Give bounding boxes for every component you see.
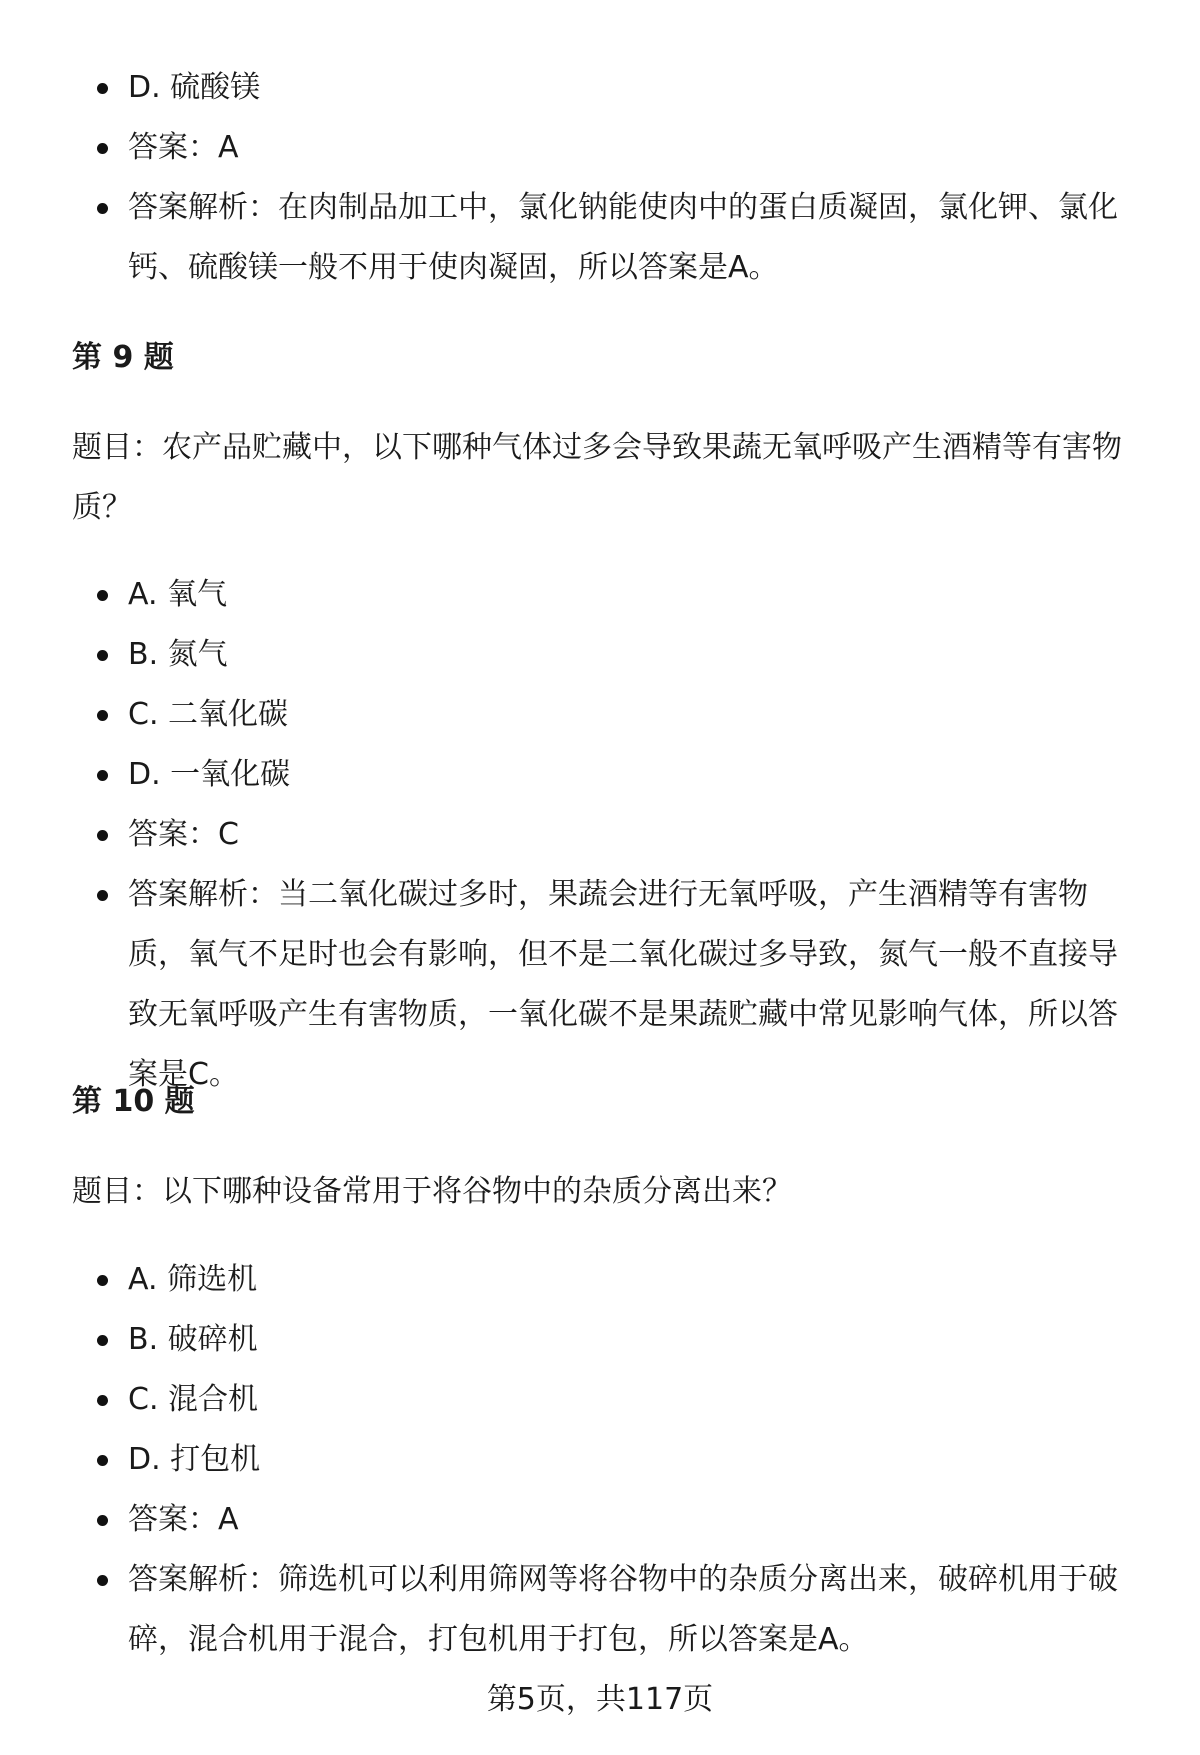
list-item bbox=[0, 565, 1200, 625]
bullet-icon bbox=[97, 203, 108, 214]
option-b: B. 破碎机 bbox=[128, 1322, 258, 1357]
list-item bbox=[0, 1310, 1200, 1370]
list-item bbox=[0, 1550, 1200, 1670]
list-item bbox=[0, 685, 1200, 745]
option-b: B. 氮气 bbox=[128, 637, 228, 672]
list-item bbox=[0, 178, 1200, 298]
option-c: C. 混合机 bbox=[128, 1382, 259, 1417]
option-d: D. 硫酸镁 bbox=[128, 70, 261, 105]
option-a: A. 氧气 bbox=[128, 577, 228, 612]
answer: 答案：A bbox=[128, 1502, 239, 1537]
bullet-icon bbox=[97, 590, 108, 601]
question-text-10: 题目：以下哪种设备常用于将谷物中的杂质分离出来？ bbox=[72, 1174, 792, 1209]
answer: 答案：A bbox=[128, 130, 239, 165]
list-item bbox=[0, 805, 1200, 865]
bullet-icon bbox=[97, 650, 108, 661]
bullet-icon bbox=[97, 770, 108, 781]
list-item bbox=[0, 1370, 1200, 1430]
list-item bbox=[0, 625, 1200, 685]
list-item bbox=[0, 745, 1200, 805]
list-item bbox=[0, 58, 1200, 118]
list-item bbox=[0, 1430, 1200, 1490]
bullet-icon bbox=[97, 1575, 108, 1586]
option-d: D. 打包机 bbox=[128, 1442, 261, 1477]
answer-explanation: 答案解析：筛选机可以利用筛网等将谷物中的杂质分离出来，破碎机用于破碎，混合机用于混合，打包机用于打包，所以答案是A。 bbox=[128, 1562, 1118, 1657]
bullet-icon bbox=[97, 1395, 108, 1406]
bullet-icon bbox=[97, 143, 108, 154]
list-item bbox=[0, 1250, 1200, 1310]
option-c: C. 二氧化碳 bbox=[128, 697, 289, 732]
list-item bbox=[0, 1490, 1200, 1550]
question-text-9: 题目：农产品贮藏中，以下哪种气体过多会导致果蔬无氧呼吸产生酒精等有害物质？ bbox=[72, 430, 1122, 525]
question-heading-10: 第 10 题 bbox=[72, 1084, 195, 1119]
bullet-icon bbox=[97, 710, 108, 721]
answer: 答案：C bbox=[128, 817, 239, 852]
answer-explanation: 答案解析：在肉制品加工中，氯化钠能使肉中的蛋白质凝固，氯化钾、氯化钙、硫酸镁一般不用于使肉凝固，所以答案是A。 bbox=[128, 190, 1118, 285]
list-item bbox=[0, 118, 1200, 178]
q8-options-list bbox=[0, 58, 1200, 298]
bullet-icon bbox=[97, 830, 108, 841]
bullet-icon bbox=[97, 890, 108, 901]
bullet-icon bbox=[97, 1335, 108, 1346]
option-a: A. 筛选机 bbox=[128, 1262, 258, 1297]
q10-options-list bbox=[0, 1250, 1200, 1670]
q9-options-list bbox=[0, 565, 1200, 1105]
list-item bbox=[0, 865, 1200, 1105]
page-number: 第5页，共117页 bbox=[486, 1682, 714, 1717]
option-d: D. 一氧化碳 bbox=[128, 757, 291, 792]
question-heading-9: 第 9 题 bbox=[72, 340, 174, 375]
bullet-icon bbox=[97, 1455, 108, 1466]
answer-explanation: 答案解析：当二氧化碳过多时，果蔬会进行无氧呼吸，产生酒精等有害物质，氧气不足时也会有影响，但不是二氧化碳过多导致，氮气一般不直接导致无氧呼吸产生有害物质，一氧化碳不是果蔬贮藏中常见影响气体，所以答案是C。 bbox=[128, 877, 1118, 1092]
bullet-icon bbox=[97, 1275, 108, 1286]
bullet-icon bbox=[97, 1515, 108, 1526]
bullet-icon bbox=[97, 83, 108, 94]
